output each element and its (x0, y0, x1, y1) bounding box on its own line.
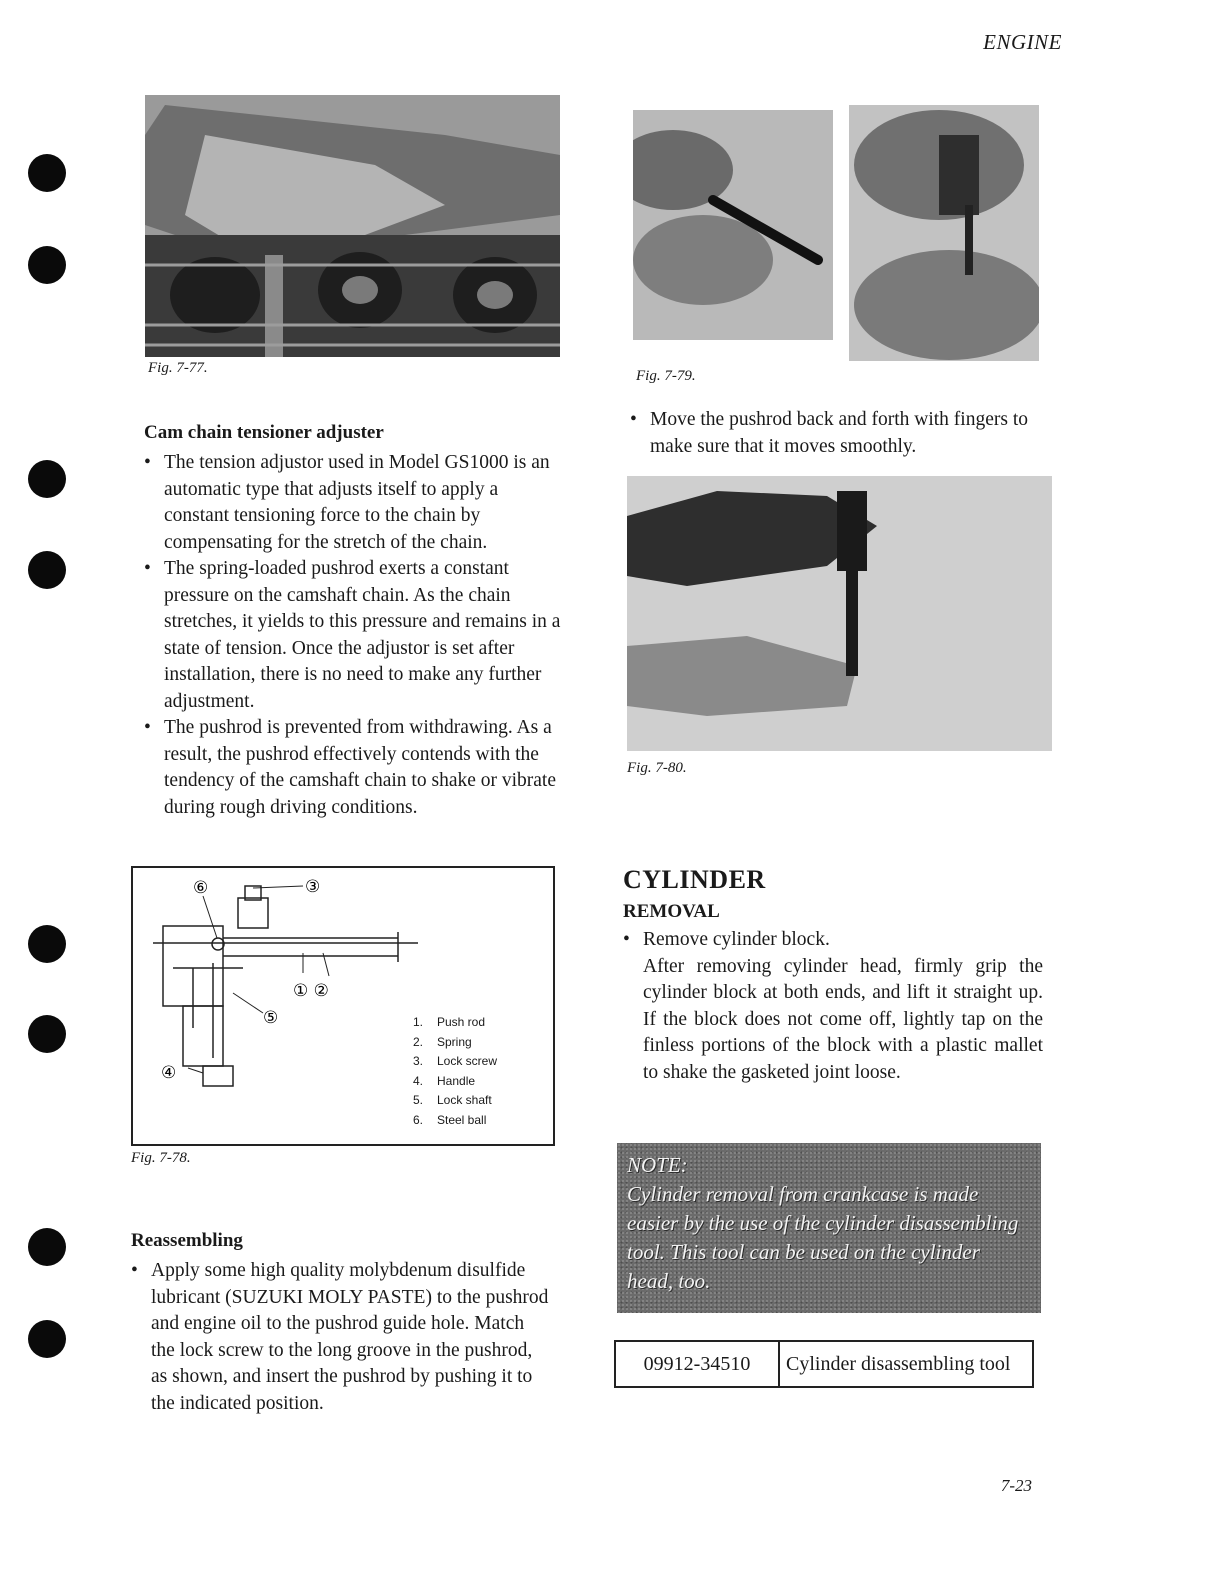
removal-heading: REMOVAL (623, 901, 720, 922)
legend-item: 6. Steel ball (413, 1112, 487, 1127)
fig-7-80-photo (627, 476, 1052, 751)
binder-hole (28, 1015, 66, 1053)
cam-bullet: • The pushrod is prevented from withdrawing. As a result, the pushrod effectively contends with the tendency of the camshaft chain to shake or vibrate during rough driving conditions. (144, 715, 564, 821)
special-tool-table (614, 1340, 1034, 1388)
fig-7-79-photo-right (849, 105, 1039, 361)
tool-part-number: 09912-34510 (615, 1341, 779, 1387)
removal-instructions: After removing cylinder head, firmly grip the cylinder block at both ends, and lift it straight up. If the block does not come off, lightly tap on the finless portions of the block with a plastic mallet to shake the gasketed joint loose. (643, 955, 1043, 1083)
legend-item: 4. Handle (413, 1073, 476, 1088)
callout-6: ⑥ (193, 878, 209, 898)
cam-bullet: • The tension adjustor used in Model GS1000 is an automatic type that adjusts itself to apply a constant tensioning force to the chain by compensating for the stretch of the chain. (144, 450, 564, 556)
callout-3: ③ (305, 877, 321, 897)
note-label: NOTE: (627, 1153, 688, 1177)
section-header: ENGINE (983, 30, 1062, 54)
callout-4: ④ (161, 1063, 177, 1083)
binder-hole (28, 551, 66, 589)
fig-7-80-caption: Fig. 7-80. (627, 760, 687, 776)
note-text: Cylinder removal from crankcase is made easier by the use of the cylinder disassembling tool. This tool can be used on the cylinder head, too. (627, 1182, 1019, 1293)
page-number: 7-23 (1000, 1476, 1032, 1495)
table-row (615, 1341, 1033, 1387)
fig-7-79-caption: Fig. 7-79. (636, 368, 696, 384)
legend-item: 1. Push rod (413, 1015, 486, 1029)
removal-bullet: • Remove cylinder block. (623, 927, 1043, 954)
fig-7-77-caption: Fig. 7-77. (148, 360, 208, 376)
cam-bullet: • The spring-loaded pushrod exerts a constant pressure on the camshaft chain. As the chain stretches, it yields to this pressure and remains in a state of tension. Once the adjustor is set after installation, there is no need to make any further adjustment. (144, 556, 564, 715)
binder-hole (28, 154, 66, 192)
binder-hole (28, 1320, 66, 1358)
cylinder-title: CYLINDER (623, 865, 766, 894)
fig-7-78-caption: Fig. 7-78. (131, 1150, 191, 1166)
tool-description: Cylinder disassembling tool (779, 1341, 1033, 1387)
legend-item: 3. Lock screw (413, 1054, 498, 1068)
callout-5: ⑤ (263, 1008, 279, 1028)
reassembling-heading: Reassembling (131, 1230, 243, 1251)
binder-hole (28, 460, 66, 498)
fig-7-79-photo-left (633, 110, 833, 340)
fig-7-77-photo (145, 95, 560, 357)
move-pushrod-bullet: • Move the pushrod back and forth with fingers to make sure that it moves smoothly. (630, 407, 1050, 460)
binder-hole (28, 925, 66, 963)
diagram-legend (413, 1013, 497, 1130)
cam-chain-heading: Cam chain tensioner adjuster (144, 422, 384, 443)
binder-hole (28, 1228, 66, 1266)
callout-1-2: ① ② (293, 981, 329, 1001)
fig-7-78-diagram (131, 866, 555, 1146)
reassembling-bullet: • Apply some high quality molybdenum disulfide lubricant (SUZUKI MOLY PASTE) to the pushrod and engine oil to the pushrod guide hole. Match the lock screw to the long groove in the pushrod, as shown, and insert the pushrod by pushing it to the indicated position. (131, 1258, 551, 1417)
legend-item: 2. Spring (413, 1034, 472, 1049)
note-box (617, 1143, 1041, 1313)
binder-hole (28, 246, 66, 284)
legend-item: 5. Lock shaft (413, 1093, 492, 1107)
